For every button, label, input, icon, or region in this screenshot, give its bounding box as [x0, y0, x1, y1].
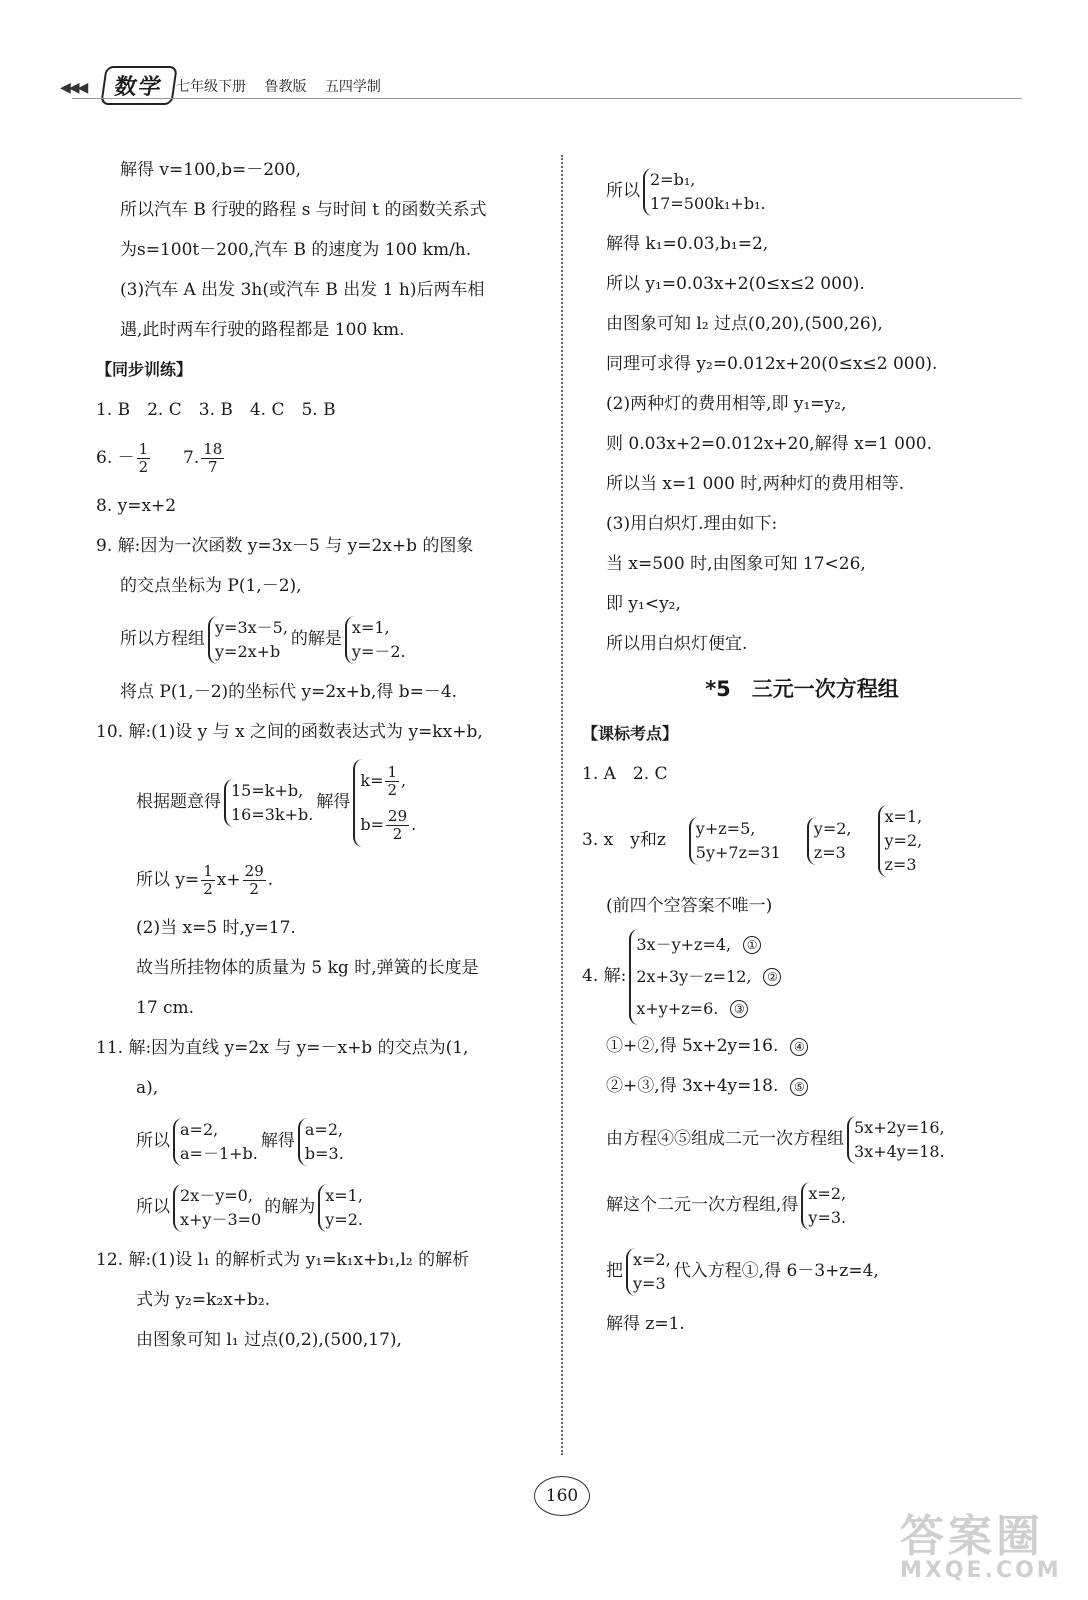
answer-8: 8. y=x+2 — [96, 496, 177, 516]
equation-system: 15=k+b, 16=3k+b. — [224, 779, 313, 827]
equation-line: 所以 2=b₁, 17=500k₁+b₁. — [582, 158, 1022, 224]
equation-line: 把 x=2, y=3 代入方程①,得 6－3+z=4, — [582, 1238, 1022, 1304]
q6-label: 6. － — [96, 448, 135, 468]
header-rule — [72, 98, 1022, 99]
equation-line: ②+③,得 3x+4y=18. ⑤ — [582, 1066, 1022, 1106]
fraction: $\frac{1}{2}$ — [138, 440, 149, 476]
text-line: 所以用白炽灯便宜. — [606, 634, 748, 654]
equation-system: x=2, y=3. — [801, 1182, 846, 1230]
answer-1-5: 1. B 2. C 3. B 4. C 5. B — [96, 400, 336, 420]
page-number: 160 — [534, 1476, 590, 1516]
text-line: 为s=100t－200,汽车 B 的速度为 100 km/h. — [120, 240, 472, 260]
text-line: 解得 z=1. — [606, 1314, 685, 1334]
header-decoration: ◀◀◀ — [60, 80, 87, 96]
equation-system: 3x－y+z=4, ① 2x+3y－z=12, ② x+y+z=6. ③ — [629, 929, 781, 1025]
equation-line: 所以 2x－y=0, x+y－3=0 的解为 x=1, y=2. — [96, 1174, 551, 1240]
equation-line: 所以方程组 y=3x－5, y=2x+b 的解是 x=1, y=－2. — [96, 606, 551, 672]
column-divider — [561, 155, 563, 1455]
text-line: (2)当 x=5 时,y=17. — [136, 918, 296, 938]
kebiao-heading: 【课标考点】 — [582, 724, 679, 743]
answer-3: 3. x y和z y+z=5, 5y+7z=31 y=2, z=3 x=1, y=2, z=3 — [582, 794, 1022, 886]
equation-system: a=2, b=3. — [298, 1118, 344, 1166]
equation-system: x=2, y=3 — [626, 1248, 671, 1296]
edition-label: 鲁教版 — [264, 79, 307, 95]
text-line: 9. 解:因为一次函数 y=3x－5 与 y=2x+b 的图象 — [96, 536, 474, 556]
subject-logo: 数学 — [100, 66, 177, 105]
text-line: 同理可求得 y₂=0.012x+20(0≤x≤2 000). — [606, 354, 938, 374]
text-line: (前四个空答案不唯一) — [606, 896, 773, 916]
text-line: 12. 解:(1)设 l₁ 的解析式为 y₁=k₁x+b₁,l₂ 的解析 — [96, 1250, 470, 1270]
equation-system: y+z=5, 5y+7z=31 — [689, 817, 781, 865]
right-column — [582, 158, 1022, 1344]
fraction: $\frac{18}{7}$ — [203, 440, 223, 476]
equation-line: 由方程④⑤组成二元一次方程组 5x+2y=16, 3x+4y=18. — [582, 1106, 1022, 1172]
equation-line: 根据题意得 15=k+b, 16=3k+b. 解得 k= $\frac{1}{2}$ , b= $\frac{29}{2}$ . — [96, 752, 551, 852]
text-line: 式为 y₂=k₂x+b₂. — [136, 1290, 271, 1310]
text-line: 17 cm. — [136, 998, 195, 1018]
text-line: 解得 k₁=0.03,b₁=2, — [606, 234, 769, 254]
text-line: (3)汽车 A 出发 3h(或汽车 B 出发 1 h)后两车相 — [120, 280, 485, 300]
text-line: 10. 解:(1)设 y 与 x 之间的函数表达式为 y=kx+b, — [96, 722, 483, 742]
grade-label: 七年级下册 — [176, 79, 246, 95]
text-line: a), — [136, 1078, 159, 1098]
text-line: 将点 P(1,－2)的坐标代 y=2x+b,得 b=－4. — [120, 682, 458, 702]
q7-label: 7. — [182, 448, 200, 468]
text-line: (3)用白炽灯.理由如下: — [606, 514, 778, 534]
text-line: 的交点坐标为 P(1,－2), — [120, 576, 302, 596]
watermark-url: MXQE.COM — [900, 1558, 1062, 1583]
equation-system: a=2, a=－1+b. — [173, 1118, 258, 1166]
text-line: 所以当 x=1 000 时,两种灯的费用相等. — [606, 474, 905, 494]
watermark-logo: 答案圈 — [900, 1511, 1044, 1562]
sync-training-heading: 【同步训练】 — [96, 360, 193, 379]
section-title: *5 三元一次方程组 — [705, 677, 899, 701]
equation-system: 2=b₁, 17=500k₁+b₁. — [643, 168, 766, 216]
equation-line: ①+②,得 5x+2y=16. ④ — [582, 1026, 1022, 1066]
text-line: 遇,此时两车行驶的路程都是 100 km. — [120, 320, 405, 340]
equation-system: 5x+2y=16, 3x+4y=18. — [847, 1116, 945, 1164]
text-line: 由图象可知 l₁ 过点(0,2),(500,17), — [136, 1330, 402, 1350]
left-column — [96, 150, 551, 1360]
header-meta — [176, 76, 395, 96]
text-line: 则 0.03x+2=0.012x+20,解得 x=1 000. — [606, 434, 932, 454]
page-header — [0, 0, 1088, 110]
text-line: 解得 v=100,b=－200, — [120, 160, 302, 180]
equation-system: 2x－y=0, x+y－3=0 — [173, 1184, 261, 1232]
watermark — [900, 1500, 1062, 1583]
text-line: (2)两种灯的费用相等,即 y₁=y₂, — [606, 394, 847, 414]
answer-6-7 — [96, 430, 551, 486]
equation-system: y=2, z=3 — [807, 817, 852, 865]
equation-line: 解这个二元一次方程组,得 x=2, y=3. — [582, 1172, 1022, 1238]
text-line: 即 y₁<y₂, — [606, 594, 681, 614]
text-line: 所以汽车 B 行驶的路程 s 与时间 t 的函数关系式 — [120, 200, 487, 220]
equation-system: k= $\frac{1}{2}$ , b= $\frac{29}{2}$ . — [353, 759, 416, 847]
equation-system: x=1, y=2, z=3 — [878, 805, 923, 877]
system-label: 五四学制 — [324, 79, 381, 95]
text-line: 当 x=500 时,由图象可知 17<26, — [606, 554, 866, 574]
text-line: 所以 y₁=0.03x+2(0≤x≤2 000). — [606, 274, 865, 294]
text-line: 故当所挂物体的质量为 5 kg 时,弹簧的长度是 — [136, 958, 479, 978]
equation-line: 所以 y= $\frac{1}{2}$ x+ $\frac{29}{2}$ . — [136, 862, 274, 898]
text-line: 11. 解:因为直线 y=2x 与 y=－x+b 的交点为(1, — [96, 1038, 469, 1058]
equation-system: x=1, y=2. — [318, 1184, 363, 1232]
equation-line: 所以 a=2, a=－1+b. 解得 a=2, b=3. — [96, 1108, 551, 1174]
answer-1-2: 1. A 2. C — [582, 764, 668, 784]
equation-system: x=1, y=－2. — [345, 616, 406, 664]
text-line: 由图象可知 l₂ 过点(0,20),(500,26), — [606, 314, 883, 334]
answer-4: 4. 解: 3x－y+z=4, ① 2x+3y－z=12, ② x+y+z=6. ③ — [582, 926, 1022, 1026]
equation-system: y=3x－5, y=2x+b — [208, 616, 288, 664]
